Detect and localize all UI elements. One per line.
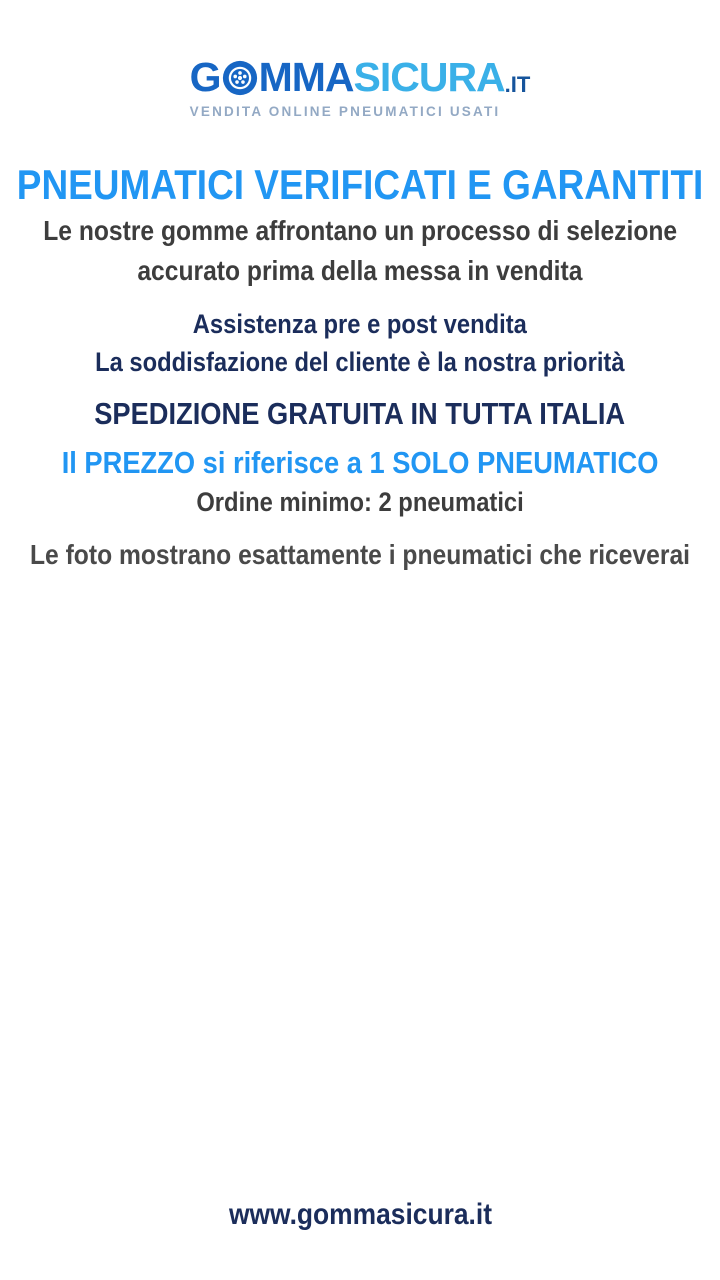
logo-wordmark — [189, 54, 531, 100]
tire-wheel-icon — [222, 60, 258, 96]
benefits-text — [0, 305, 720, 381]
logo-text-g: G — [189, 54, 221, 100]
selection-process-line1: Le nostre gomme affrontano un processo di selezione — [43, 215, 677, 246]
free-shipping-text: SPEDIZIONE GRATUITA IN TUTTA ITALIA — [94, 396, 626, 431]
photos-note — [0, 535, 720, 575]
min-order-note — [0, 483, 720, 521]
satisfaction-line: La soddisfazione del cliente è la nostra priorità — [95, 347, 625, 377]
free-shipping-banner — [0, 393, 720, 435]
logo-text-mma: MMA — [258, 54, 354, 100]
logo-tagline: VENDITA ONLINE PNEUMATICI USATI — [189, 104, 501, 119]
selection-process-line2: accurato prima della messa in vendita — [137, 255, 583, 286]
price-note — [0, 443, 720, 483]
logo — [190, 0, 531, 119]
page-title — [0, 161, 720, 209]
page-title-text: PNEUMATICI VERIFICATI E GARANTITI — [16, 161, 704, 208]
selection-process-text — [0, 211, 720, 291]
footer-site-url: www.gommasicura.it — [228, 1198, 492, 1231]
price-note-text: Il PREZZO si riferisce a 1 SOLO PNEUMATICO — [61, 445, 659, 480]
footer — [0, 1198, 720, 1232]
logo-text-domain: .IT — [504, 72, 531, 97]
min-order-text: Ordine minimo: 2 pneumatici — [196, 487, 524, 517]
photos-note-text: Le foto mostrano esattamente i pneumatici che riceverai — [30, 539, 691, 570]
assistance-line: Assistenza pre e post vendita — [192, 309, 528, 339]
logo-text-sicura: SICURA — [353, 54, 505, 100]
